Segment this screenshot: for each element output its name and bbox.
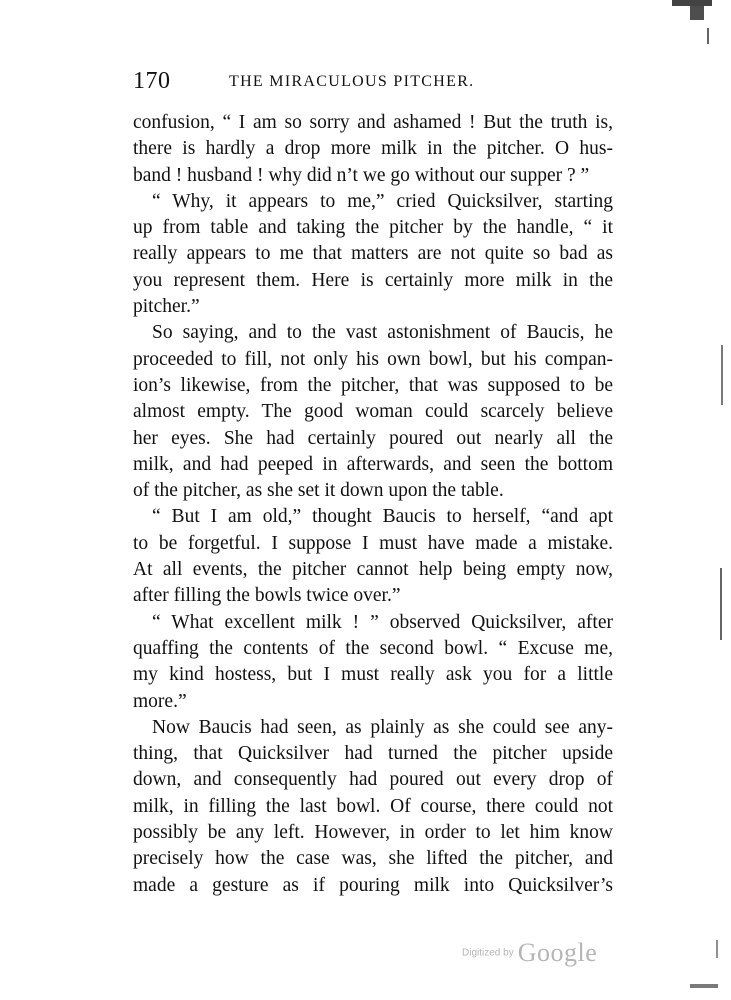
text-line: really appears to me that matters are not quite so bad as (133, 243, 613, 265)
text-line: my kind hostess, but I must really ask you for a little (133, 664, 613, 686)
text-line: almost empty. The good woman could scarcely believe (133, 401, 613, 423)
digitized-by-label: Digitized by (462, 947, 514, 959)
scan-artifact-bottom-right (690, 984, 718, 988)
text-line: milk, and had peeped in afterwards, and seen the bottom (133, 453, 613, 475)
text-line: there is hardly a drop more milk in the pitcher. O hus- (133, 138, 613, 160)
text-line: her eyes. She had certainly poured out nearly all the (133, 427, 613, 449)
text-line: of the pitcher, as she set it down upon the table. (133, 480, 504, 502)
text-line: band ! husband ! why did n’t we go without our supper ? ” (133, 164, 590, 186)
scan-artifact-edge-mark (716, 940, 718, 958)
scan-artifact-edge-mark (720, 568, 722, 640)
text-line: confusion, “ I am so sorry and ashamed ! But the truth is, (133, 112, 613, 133)
scan-artifact-edge-mark (721, 345, 723, 405)
google-logo: Google (517, 938, 598, 967)
text-line: thing, that Quicksilver had turned the pitcher upside (133, 743, 613, 765)
text-line: made a gesture as if pouring milk into Quicksilver’s (133, 874, 613, 896)
text-line: up from table and taking the pitcher by the handle, “ it (133, 217, 613, 239)
page-header (133, 68, 613, 98)
text-line: At all events, the pitcher cannot help being empty now, (133, 559, 613, 581)
text-line: quaffing the contents of the second bowl. “ Excuse me, (133, 637, 613, 659)
text-line: “ But I am old,” thought Baucis to herself, “and apt (152, 506, 613, 528)
running-head: THE MIRACULOUS PITCHER. (229, 73, 475, 90)
text-line: you represent them. Here is certainly more milk in the (133, 269, 613, 291)
text-line: So saying, and to the vast astonishment of Baucis, he (152, 322, 613, 344)
scan-artifact-edge-mark (707, 28, 709, 44)
scan-artifact-top-right (690, 6, 704, 20)
text-line: more.” (133, 690, 187, 712)
digitized-by-watermark (462, 938, 597, 968)
text-line: possibly be any left. However, in order to let him know (133, 822, 613, 844)
text-line: precisely how the case was, she lifted the pitcher, and (133, 848, 613, 870)
body-text (133, 110, 613, 899)
text-line: milk, in filling the last bowl. Of course, there could not (133, 795, 613, 817)
text-line: down, and consequently had poured out every drop of (133, 769, 613, 791)
text-line: after filling the bowls twice over.” (133, 585, 401, 607)
text-line: “ What excellent milk ! ” observed Quicksilver, after (152, 611, 613, 633)
text-line: Now Baucis had seen, as plainly as she could see any- (152, 716, 613, 738)
text-line: pitcher.” (133, 296, 200, 318)
text-line: “ Why, it appears to me,” cried Quicksilver, starting (152, 190, 613, 212)
page-number: 170 (133, 68, 171, 94)
text-line: to be forgetful. I suppose I must have made a mistake. (133, 532, 613, 554)
text-line: proceeded to fill, not only his own bowl, but his compan- (133, 348, 613, 370)
text-line: ion’s likewise, from the pitcher, that was supposed to be (133, 374, 613, 396)
